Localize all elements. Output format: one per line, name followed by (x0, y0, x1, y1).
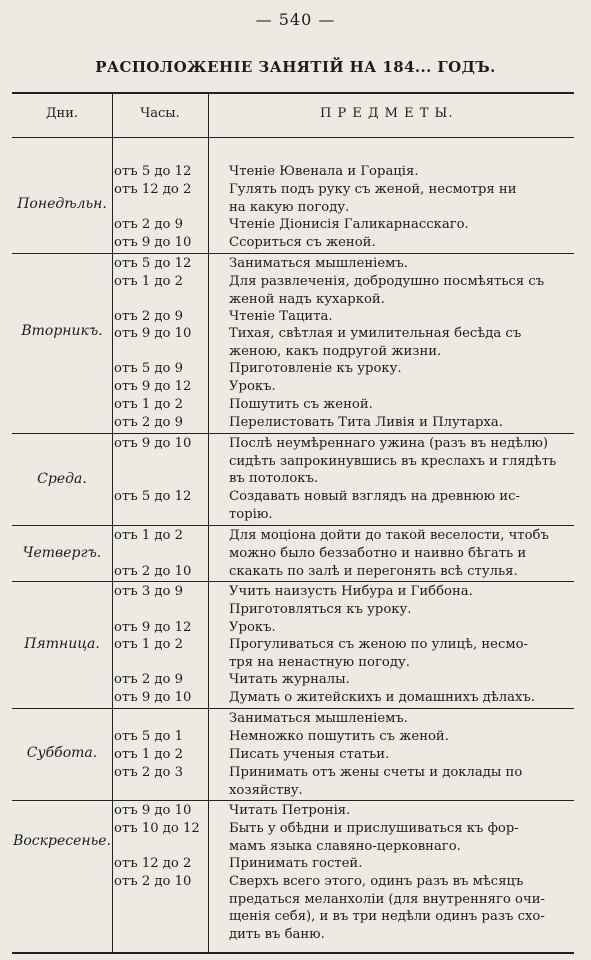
subject-line: хозяйству. (229, 782, 303, 798)
time-range: отъ 10 до 12 (114, 821, 200, 836)
day-label-friday: Пятница. (24, 636, 100, 652)
time-range: отъ 1 до 2 (114, 637, 184, 652)
subject-line: Принимать гостей. (229, 856, 363, 871)
subject-line: предаться меланхоліи (для внутренняго очи- (229, 891, 545, 907)
subject-line: Заниматься мышленіемъ. (229, 711, 408, 726)
column-divider-days (112, 92, 113, 954)
time-range: отъ 3 до 9 (114, 584, 184, 599)
time-range: отъ 1 до 2 (114, 274, 184, 289)
day-separator (12, 581, 574, 582)
time-range: отъ 5 до 1 (114, 729, 184, 744)
time-range: отъ 9 до 10 (114, 436, 192, 451)
time-range: отъ 1 до 2 (114, 397, 184, 412)
day-label-saturday: Суббота. (26, 745, 98, 761)
time-range: отъ 5 до 12 (114, 256, 192, 271)
time-range: отъ 5 до 12 (114, 489, 192, 504)
header-days: Дни. (45, 106, 79, 121)
subject-line: можно было беззаботно и наивно бѣгать и (229, 545, 527, 561)
day-label-sunday: Воскресенье. (13, 833, 111, 849)
subject-line: дить въ баню. (229, 926, 325, 942)
subject-line: Учить наизусть Нибура и Гиббона. (229, 584, 473, 599)
subject-line: Пошутить съ женой. (229, 397, 373, 412)
subject-line: мамъ языка славяно-церковнаго. (229, 838, 461, 854)
time-range: отъ 9 до 10 (114, 235, 192, 250)
subject-line: щенія себя), и въ три недѣли одинъ разъ схо- (229, 909, 545, 925)
subject-line: Чтеніе Тацита. (229, 309, 333, 324)
day-label-tuesday: Вторникъ. (21, 323, 103, 339)
day-separator (12, 708, 574, 709)
time-range: отъ 2 до 9 (114, 672, 184, 687)
time-range: отъ 1 до 2 (114, 528, 184, 543)
header-subjects: П Р Е Д М Е Т Ы. (320, 106, 454, 121)
time-range: отъ 9 до 10 (114, 803, 192, 818)
day-separator (12, 525, 574, 526)
header-hours: Часы. (140, 106, 180, 121)
subject-line: Гулять подъ руку съ женой, несмотря ни (229, 182, 517, 197)
subject-line: торію. (229, 506, 273, 522)
time-range: отъ 2 до 9 (114, 217, 184, 232)
page-number: — 540 — (255, 10, 336, 29)
time-range: отъ 9 до 10 (114, 690, 192, 705)
day-label-thursday: Четвергъ. (22, 545, 102, 561)
subject-line: Для развлеченія, добродушно посмѣяться съ (229, 274, 545, 289)
subject-line: Сверхъ всего этого, одинъ разъ въ мѣсяцъ (229, 874, 524, 889)
subject-line: Для моціона дойти до такой веселости, чтобъ (229, 528, 549, 543)
table-top-rule (12, 92, 574, 94)
subject-line: Приготовляться къ уроку. (229, 602, 412, 617)
subject-line: скакать по залѣ и перегонять всѣ стулья. (229, 564, 518, 579)
subject-line: женой надъ кухаркой. (229, 291, 385, 307)
table-header-rule (12, 137, 574, 138)
subject-line: Тихая, свѣтлая и умилительная бесѣда съ (229, 326, 522, 341)
subject-line: Принимать отъ жены счеты и доклады по (229, 765, 523, 780)
time-range: отъ 2 до 10 (114, 874, 192, 889)
day-separator (12, 253, 574, 254)
subject-line: Быть у обѣдни и прислушиваться къ фор- (229, 821, 519, 836)
subject-line: Ссориться съ женой. (229, 235, 376, 250)
day-separator (12, 433, 574, 434)
time-range: отъ 9 до 10 (114, 326, 192, 341)
subject-line: сидѣть запрокинувшись въ креслахъ и глядѣть (229, 453, 557, 469)
day-separator (12, 800, 574, 801)
subject-line: Перелистовать Тита Ливія и Плутарха. (229, 415, 503, 430)
subject-line: Чтеніе Ювенала и Горація. (229, 164, 419, 179)
time-range: отъ 9 до 12 (114, 379, 192, 394)
subject-line: Прогуливаться съ женою по улицѣ, несмо- (229, 637, 528, 652)
time-range: отъ 2 до 10 (114, 564, 192, 579)
subject-line: женою, какъ подругой жизни. (229, 343, 442, 359)
time-range: отъ 5 до 9 (114, 361, 184, 376)
time-range: отъ 2 до 9 (114, 415, 184, 430)
subject-line: Урокъ. (229, 379, 276, 394)
subject-line: Писать ученыя статьи. (229, 747, 390, 762)
subject-line: Приготовленіе къ уроку. (229, 361, 402, 376)
subject-line: Создавать новый взглядъ на древнюю ис- (229, 489, 520, 504)
subject-line: Урокъ. (229, 620, 276, 635)
time-range: отъ 12 до 2 (114, 182, 192, 197)
subject-line: Читать журналы. (229, 672, 350, 687)
subject-line: тря на ненастную погоду. (229, 654, 410, 670)
subject-line: Немножко пошутить съ женой. (229, 729, 449, 744)
time-range: отъ 12 до 2 (114, 856, 192, 871)
column-divider-hours (208, 92, 209, 954)
time-range: отъ 9 до 12 (114, 620, 192, 635)
subject-line: Чтеніе Діонисія Галикарнасскаго. (229, 217, 469, 232)
subject-line: Послѣ неумѣреннаго ужина (разъ въ недѣлю) (229, 436, 549, 451)
subject-line: въ потолокъ. (229, 471, 319, 487)
time-range: отъ 5 до 12 (114, 164, 192, 179)
day-label-monday: Понедѣльн. (17, 196, 107, 212)
time-range: отъ 2 до 3 (114, 765, 184, 780)
subject-line: Заниматься мышленіемъ. (229, 256, 408, 271)
table-bottom-rule (12, 952, 574, 954)
page-title: РАСПОЛОЖЕНІЕ ЗАНЯТІЙ НА 184... ГОДЪ. (95, 58, 496, 76)
day-label-wednesday: Среда. (37, 471, 87, 487)
time-range: отъ 2 до 9 (114, 309, 184, 324)
subject-line: Читать Петронія. (229, 803, 351, 818)
time-range: отъ 1 до 2 (114, 747, 184, 762)
subject-line: на какую погоду. (229, 199, 350, 215)
subject-line: Думать о житейскихъ и домашнихъ дѣлахъ. (229, 690, 535, 705)
